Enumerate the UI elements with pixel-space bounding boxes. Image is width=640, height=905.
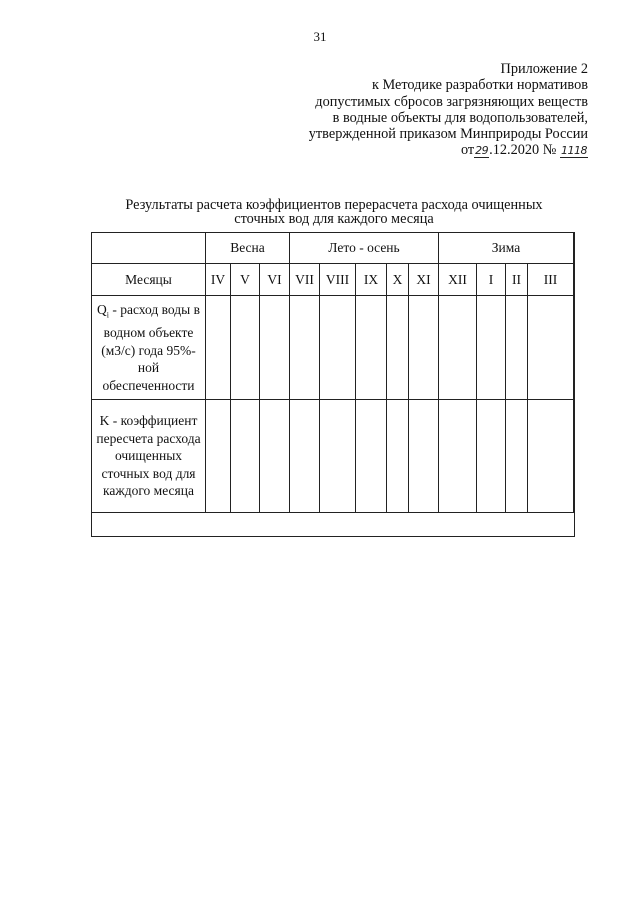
k-cell — [290, 400, 320, 513]
date-day-handwritten: 29 — [475, 144, 489, 158]
appendix-header — [309, 61, 588, 160]
season-spring: Весна — [206, 233, 290, 264]
month-iv: IV — [206, 264, 231, 296]
k-cell — [206, 400, 231, 513]
month-xii: XII — [439, 264, 477, 296]
season-winter: Зима — [439, 233, 574, 264]
q-symbol: Q — [97, 301, 107, 317]
q-cell — [356, 296, 387, 400]
q-cell — [528, 296, 574, 400]
season-summer-autumn: Лето - осень — [290, 233, 439, 264]
row-label-q — [92, 296, 206, 400]
order-number-handwritten: 1118 — [561, 144, 587, 158]
month-x: X — [387, 264, 409, 296]
month-vii: VII — [290, 264, 320, 296]
q-cell — [206, 296, 231, 400]
q-cell — [290, 296, 320, 400]
appendix-line-3: допустимых сбросов загрязняющих веществ — [315, 93, 588, 110]
k-cell — [260, 400, 290, 513]
date-prefix: от — [460, 142, 475, 159]
q-text: - расход воды в водном объекте (м3/с) года 95%-ной обеспеченности — [101, 301, 200, 393]
k-cell — [356, 400, 387, 513]
q-cell — [506, 296, 528, 400]
appendix-date-line — [309, 142, 588, 159]
k-cell — [477, 400, 506, 513]
q-cell — [439, 296, 477, 400]
month-ii: II — [506, 264, 528, 296]
table-title — [94, 199, 574, 226]
month-viii: VIII — [320, 264, 356, 296]
q-cell — [231, 296, 260, 400]
k-cell — [409, 400, 439, 513]
q-cell — [387, 296, 409, 400]
date-rest: .12.2020 № — [489, 142, 557, 159]
month-v: V — [231, 264, 260, 296]
month-xi: XI — [409, 264, 439, 296]
page-number: 31 — [313, 29, 327, 44]
q-cell — [260, 296, 290, 400]
k-cell — [528, 400, 574, 513]
coefficients-table — [91, 232, 574, 513]
appendix-line-5: утвержденной приказом Минприроды России — [308, 126, 588, 143]
title-line-1: Результаты расчета коэффициентов перерасчета расхода очищенных — [125, 197, 543, 213]
month-ix: IX — [356, 264, 387, 296]
appendix-line-1: Приложение 2 — [500, 61, 588, 77]
row-label-k: K - коэффициент пересчета расхода очищенных сточных вод для каждого месяца — [92, 400, 206, 513]
q-cell — [477, 296, 506, 400]
month-i: I — [477, 264, 506, 296]
k-cell — [231, 400, 260, 513]
appendix-line-2: к Методике разработки нормативов — [371, 77, 588, 94]
appendix-line-4: в водные объекты для водопользователей, — [332, 109, 588, 126]
q-cell — [409, 296, 439, 400]
q-subscript: i — [106, 310, 109, 320]
month-iii: III — [528, 264, 574, 296]
k-cell — [506, 400, 528, 513]
k-cell — [439, 400, 477, 513]
month-vi: VI — [260, 264, 290, 296]
empty-corner-cell — [92, 233, 206, 264]
q-cell — [320, 296, 356, 400]
k-cell — [387, 400, 409, 513]
months-header: Месяцы — [92, 264, 206, 296]
k-cell — [320, 400, 356, 513]
title-line-2: сточных вод для каждого месяца — [234, 210, 434, 227]
